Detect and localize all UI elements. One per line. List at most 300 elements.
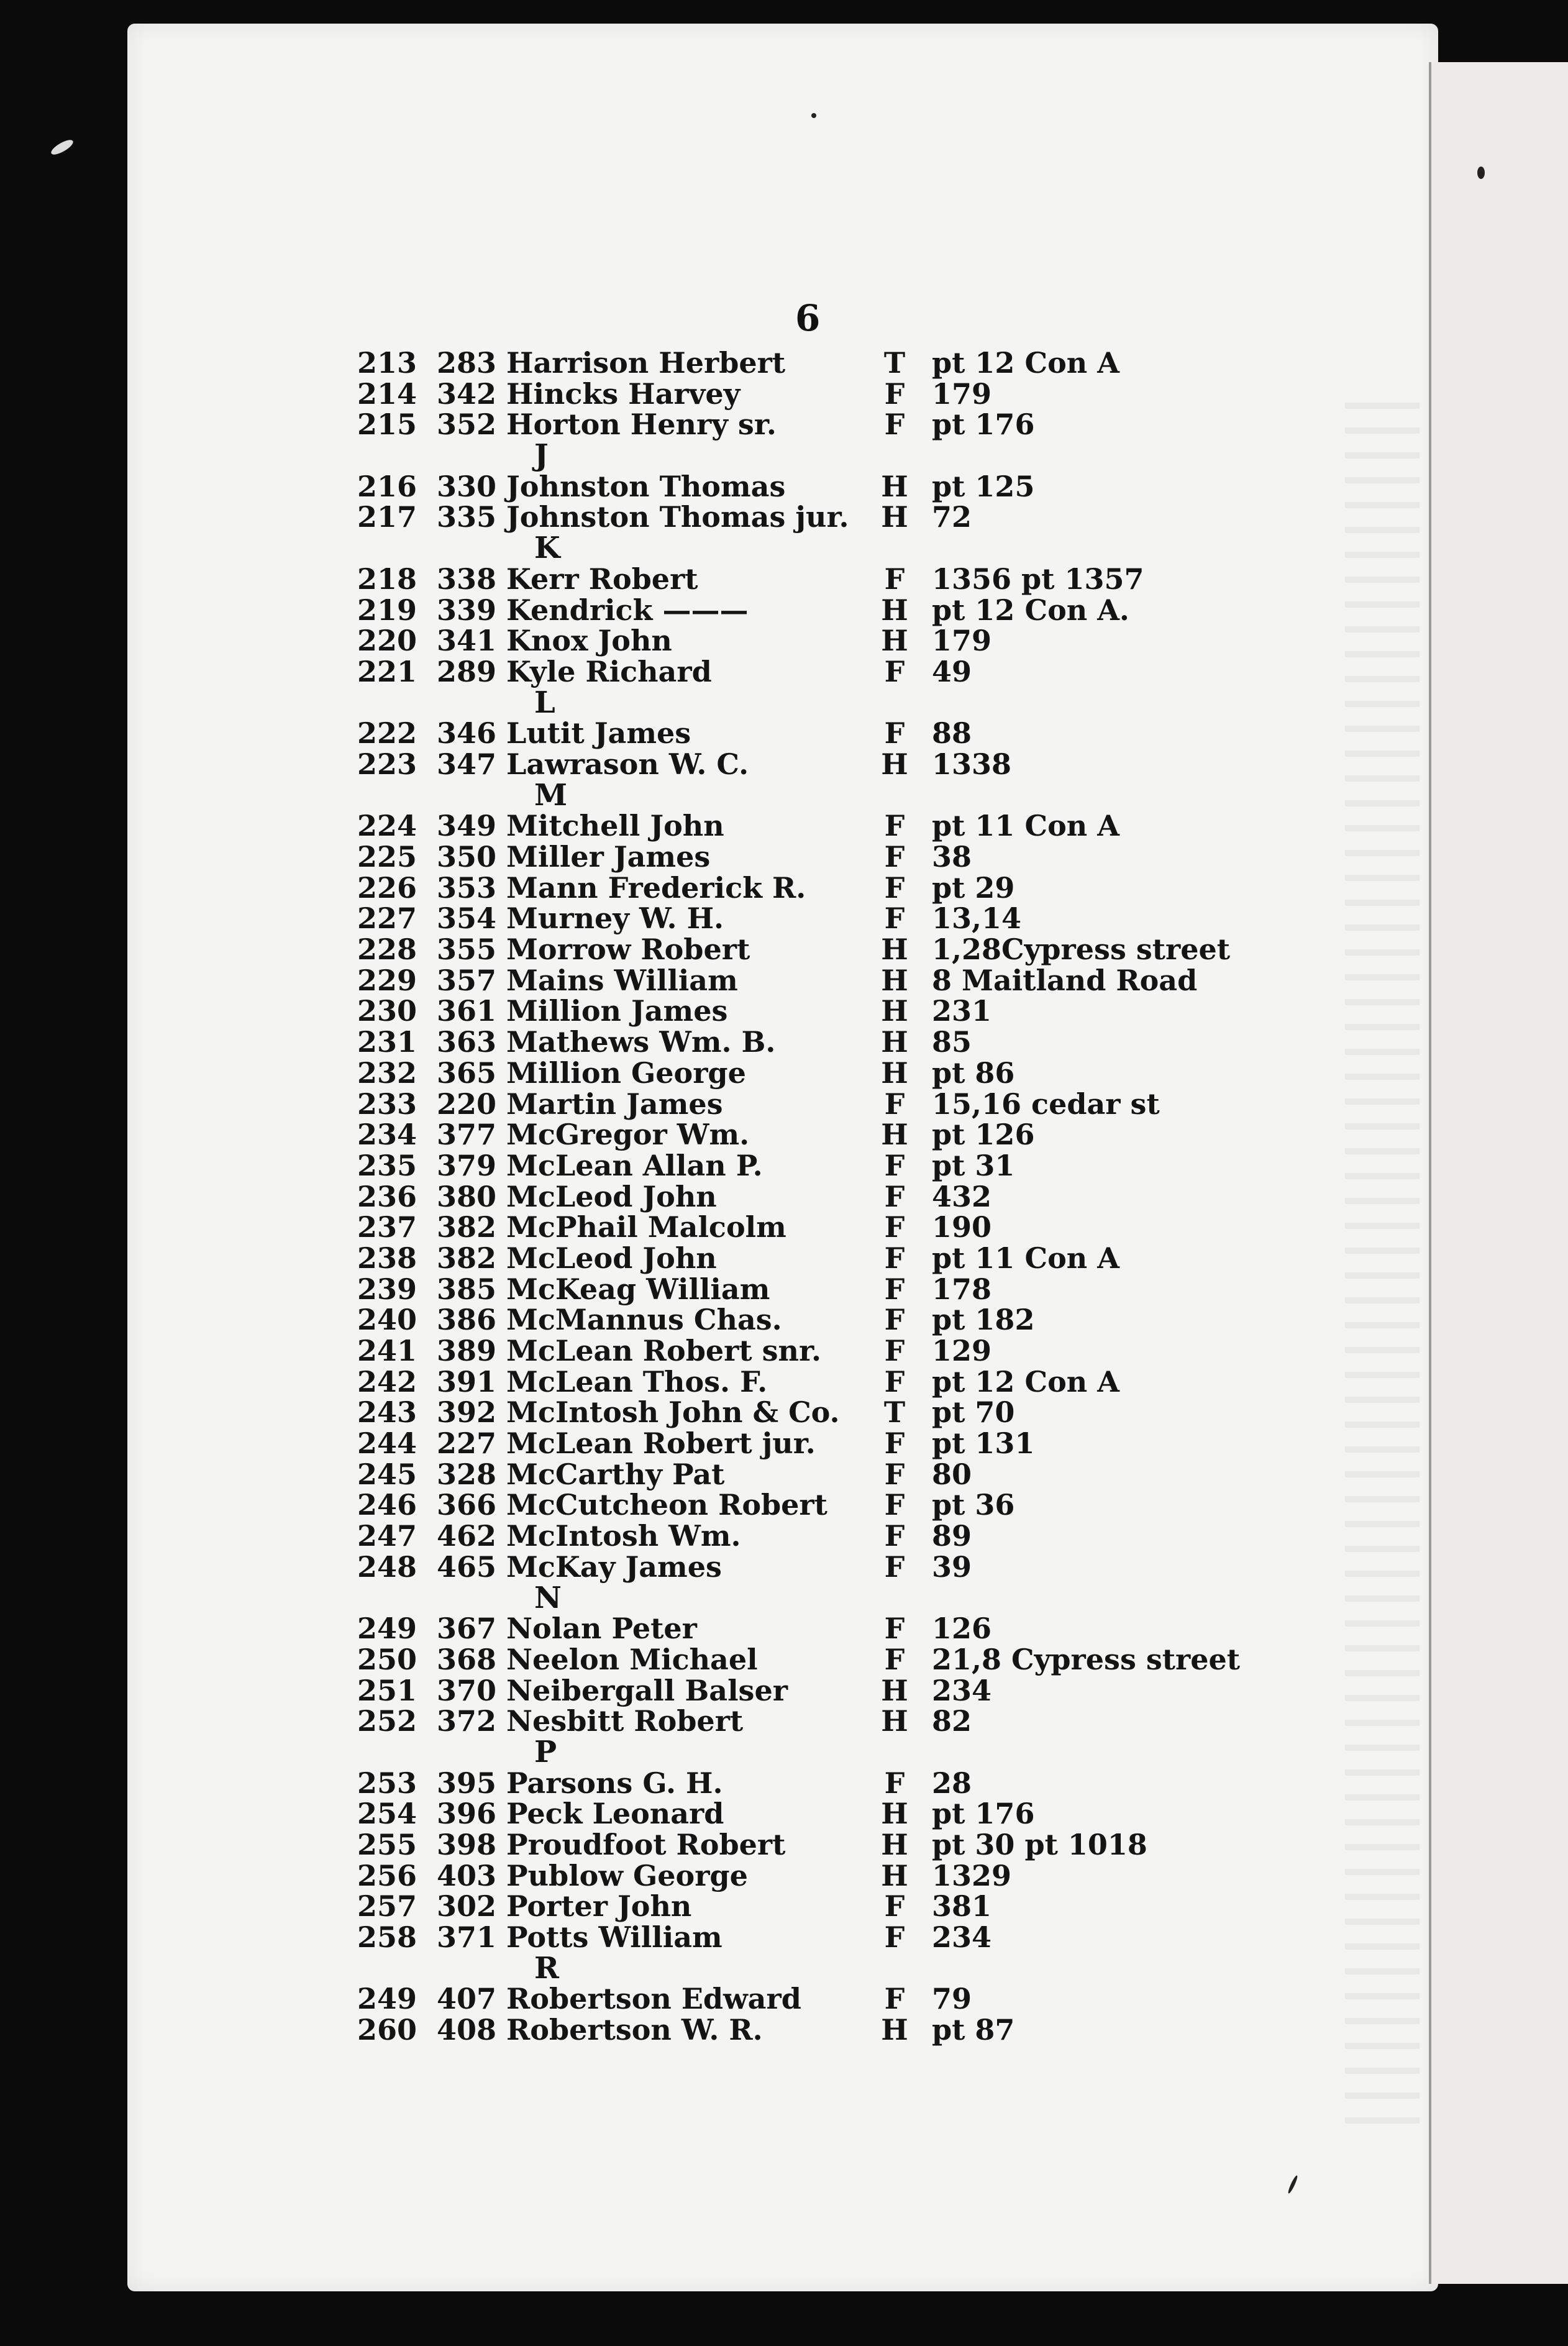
scan-speck [811,113,816,118]
directory-entry [348,1830,1311,1861]
entry-number: 252 [357,1704,417,1738]
entry-name: Neibergall Balser [506,1673,788,1707]
entry-lot: 39 [932,1550,972,1584]
entry-lot: pt 176 [932,408,1035,442]
entry-ref: 352 [437,408,497,442]
entry-type: F [884,716,905,751]
entry-name: Publow George [506,1858,748,1892]
directory-entry [348,409,1311,440]
entry-number: 231 [357,1025,417,1059]
entry-type: F [884,377,905,411]
entry-number: 258 [357,1920,417,1955]
entry-type: H [881,469,908,503]
entry-lot: pt 87 [932,2013,1015,2047]
directory-entry [348,379,1311,410]
entry-lot: 21,8 Cypress street [932,1642,1241,1676]
entry-number: 257 [357,1889,417,1924]
entry-type: H [881,1673,908,1707]
entry-lot: 72 [932,500,972,534]
entry-number: 215 [357,408,417,442]
directory-entry [348,595,1311,626]
section-letter-text: N [534,1580,562,1615]
section-letter-text: J [534,438,549,473]
entry-number: 249 [357,1612,417,1646]
entry-name: Kendrick ——— [506,593,749,627]
entry-lot: pt 12 Con A. [932,593,1129,627]
entry-number: 226 [357,870,417,905]
entry-lot: 1,28Cypress street [932,933,1231,967]
entry-name: McKeag William [506,1272,770,1306]
entry-number: 224 [357,809,417,843]
section-letter [348,1950,1311,1986]
entry-lot: 49 [932,654,972,688]
directory-entry [348,469,1311,503]
entry-number: 230 [357,994,417,1028]
entry-number: 239 [357,1272,417,1306]
directory-entry [348,1490,1311,1521]
entry-name: Potts William [506,1920,722,1955]
entry-type: H [881,1828,908,1861]
directory-entry [348,1613,1311,1645]
entry-number: 256 [357,1858,417,1892]
entry-name: Kerr Robert [506,562,698,596]
directory-entry [348,1364,1311,1399]
scan-speck [49,137,75,157]
entry-type: F [884,840,905,874]
directory-entry [348,1397,1311,1428]
entry-name: McLean Robert snr. [506,1334,822,1367]
entry-number: 253 [357,1766,417,1800]
entry-name: Robertson Edward [506,1982,801,2016]
entry-ref: 465 [437,1550,497,1584]
entry-number: 244 [357,1426,417,1461]
entry-type: F [884,1612,905,1646]
entry-number: 214 [357,377,417,411]
entry-ref: 379 [437,1148,497,1182]
bleed-through-text [1345,384,1420,2136]
entry-lot: 1338 [932,747,1012,781]
entry-lot: pt 182 [932,1303,1035,1337]
entry-lot: 80 [932,1457,972,1491]
entry-name: Kyle Richard [506,654,712,688]
directory-entry [348,1521,1311,1552]
entry-name: Mann Frederick R. [506,870,806,905]
entry-ref: 220 [437,1087,497,1121]
entry-ref: 355 [437,933,497,967]
entry-lot: pt 70 [932,1395,1015,1430]
entry-name: Nolan Peter [506,1612,697,1646]
entry-number: 221 [357,654,417,688]
entry-ref: 382 [437,1241,497,1275]
entry-type: H [881,963,908,997]
entry-type: F [884,1982,905,2016]
entry-ref: 377 [437,1118,497,1152]
directory-entry [348,749,1311,780]
entry-name: McIntosh Wm. [506,1519,741,1553]
entry-ref: 283 [437,346,497,380]
entry-name: Nesbitt Robert [506,1704,744,1738]
entry-lot: 179 [932,624,992,658]
entry-lot: 8 Maitland Road [932,963,1198,997]
entry-name: McPhail Malcolm [506,1210,786,1244]
directory-entry [348,1428,1311,1459]
entry-lot: pt 131 [932,1426,1035,1461]
entry-ref: 350 [437,840,497,874]
section-letter-text: P [534,1734,557,1769]
entry-number: 250 [357,1642,417,1676]
entry-number: 254 [357,1797,417,1831]
entry-name: Murney W. H. [506,901,724,936]
entry-name: McMannus Chas. [506,1303,782,1337]
entry-type: T [883,346,906,380]
entry-ref: 346 [437,716,497,751]
entry-number: 247 [357,1519,417,1553]
entry-number: 222 [357,716,417,751]
section-letter [348,533,1311,564]
entry-number: 234 [357,1118,417,1152]
entry-type: F [884,901,905,936]
entry-name: McLeod John [506,1179,717,1213]
entry-ref: 330 [437,469,497,503]
entry-lot: 234 [932,1920,992,1955]
entry-ref: 335 [437,500,497,534]
entry-lot: 381 [932,1889,992,1924]
entry-name: Neelon Michael [506,1642,758,1676]
entry-ref: 347 [437,747,497,781]
entry-number: 249 [357,1982,417,2016]
entry-ref: 302 [437,1889,497,1924]
entry-ref: 368 [437,1642,497,1676]
entry-type: H [881,1797,908,1831]
directory-entry [348,811,1311,842]
entry-type: F [884,1766,905,1800]
entry-type: F [884,1889,905,1924]
directory-entry [348,564,1311,595]
entry-type: H [881,747,908,781]
entry-type: F [884,1488,905,1522]
entry-type: H [881,624,908,658]
entry-ref: 398 [437,1828,497,1861]
section-letter [348,777,1311,813]
entry-name: Martin James [506,1087,723,1121]
entry-ref: 385 [437,1272,497,1306]
entry-lot: 190 [932,1210,992,1244]
entry-number: 229 [357,963,417,997]
entry-lot: pt 11 Con A [932,809,1119,843]
entry-ref: 408 [437,2013,497,2047]
entry-name: Miller James [506,840,711,874]
entry-ref: 338 [437,562,497,596]
entry-name: McIntosh John & Co. [506,1395,840,1430]
directory-entry [348,1768,1311,1799]
entry-number: 217 [357,500,417,534]
entry-number: 246 [357,1488,417,1522]
entry-type: F [884,1179,905,1213]
entry-number: 248 [357,1550,417,1584]
directory-entry [348,842,1311,873]
entry-name: Johnston Thomas jur. [506,500,849,534]
entry-lot: pt 30 pt 1018 [932,1828,1147,1861]
entry-name: Mains William [506,963,738,997]
entry-type: F [884,1148,905,1182]
entry-ref: 391 [437,1364,497,1399]
entry-ref: 357 [437,963,497,997]
entry-number: 238 [357,1241,417,1275]
directory-entry [348,1706,1311,1737]
entry-number: 233 [357,1087,417,1121]
entry-ref: 341 [437,624,497,658]
entry-name: McKay James [506,1550,722,1584]
entry-name: Million George [506,1056,746,1090]
entry-name: Mitchell John [506,809,724,843]
entry-name: McLean Robert jur. [506,1426,816,1461]
entry-type: H [881,593,908,627]
entry-type: H [881,1704,908,1738]
entry-lot: pt 36 [932,1488,1015,1522]
entry-lot: 129 [932,1334,992,1367]
entry-ref: 363 [437,1025,497,1059]
scan-speck [1477,167,1485,179]
entry-name: Mathews Wm. B. [506,1025,776,1059]
entry-type: F [884,1334,905,1367]
entry-type: T [883,1395,906,1430]
entry-lot: pt 31 [932,1148,1015,1182]
entry-type: H [881,1118,908,1152]
directory-entry [348,1459,1311,1490]
entry-name: McLean Thos. F. [506,1364,768,1399]
entry-number: 242 [357,1364,417,1399]
entry-name: Parsons G. H. [506,1766,723,1800]
section-letter [348,440,1311,472]
entry-lot: 231 [932,994,992,1028]
entry-ref: 403 [437,1858,497,1892]
entry-ref: 370 [437,1673,497,1707]
entry-type: F [884,1920,905,1955]
directory-entry [348,870,1311,905]
directory-entry [348,654,1311,688]
entry-name: Million James [506,994,728,1028]
entry-name: Horton Henry sr. [506,408,777,442]
directory-entry [348,626,1311,657]
entry-lot: 1356 pt 1357 [932,562,1144,596]
entry-number: 220 [357,624,417,658]
entry-name: Morrow Robert [506,933,750,967]
entry-number: 251 [357,1673,417,1707]
entry-number: 245 [357,1457,417,1491]
entry-ref: 366 [437,1488,497,1522]
directory-entry [348,1858,1311,1892]
directory-entry [348,934,1311,965]
entry-type: F [884,1642,905,1676]
entry-type: H [881,2013,908,2047]
entry-lot: 15,16 cedar st [932,1087,1160,1121]
entry-number: 227 [357,901,417,936]
entry-name: Harrison Herbert [506,346,786,380]
entry-lot: pt 12 Con A [932,346,1119,380]
entry-ref: 227 [437,1426,497,1461]
entry-ref: 361 [437,994,497,1028]
entry-number: 223 [357,747,417,781]
entry-number: 236 [357,1179,417,1213]
entry-name: Peck Leonard [506,1797,724,1831]
entry-ref: 389 [437,1334,497,1367]
entry-ref: 372 [437,1704,497,1738]
entry-type: H [881,1858,908,1892]
entry-ref: 354 [437,901,497,936]
directory-entry [348,1058,1311,1089]
entry-lot: 88 [932,716,972,751]
directory-entry [348,1336,1311,1367]
section-letter [348,685,1311,720]
entry-lot: pt 125 [932,469,1035,503]
entry-lot: 85 [932,1025,972,1059]
directory-entry [348,1212,1311,1243]
entry-type: H [881,933,908,967]
section-letter-text: M [534,777,568,813]
directory-entry [348,348,1311,379]
entry-ref: 339 [437,593,497,627]
entry-type: F [884,1272,905,1306]
entry-number: 235 [357,1148,417,1182]
entry-ref: 367 [437,1612,497,1646]
entry-ref: 349 [437,809,497,843]
entry-lot: pt 29 [932,870,1015,905]
entry-ref: 395 [437,1766,497,1800]
entry-lot: 179 [932,377,992,411]
entry-type: F [884,1519,905,1553]
directory-entry [348,502,1311,533]
entry-lot: 178 [932,1272,992,1306]
entry-type: F [884,562,905,596]
entry-ref: 342 [437,377,497,411]
entry-name: Knox John [506,624,672,658]
entry-type: F [884,654,905,688]
directory-entry [348,1274,1311,1305]
directory-entry [348,1148,1311,1182]
entry-type: F [884,1303,905,1337]
entry-ref: 396 [437,1797,497,1831]
entry-ref: 365 [437,1056,497,1090]
entry-number: 218 [357,562,417,596]
entry-type: F [884,1241,905,1275]
directory-entry [348,1673,1311,1707]
directory-entry [348,1799,1311,1830]
directory-entry [348,1552,1311,1583]
entry-number: 237 [357,1210,417,1244]
entry-type: F [884,1210,905,1244]
directory-listing [348,348,1311,2046]
entry-lot: 38 [932,840,972,874]
directory-entry [348,965,1311,997]
entry-type: H [881,1025,908,1059]
directory-entry [348,1179,1311,1213]
entry-lot: 432 [932,1179,992,1213]
entry-lot: pt 86 [932,1056,1015,1090]
directory-entry [348,1120,1311,1151]
entry-number: 255 [357,1828,417,1861]
entry-lot: 1329 [932,1858,1012,1892]
directory-entry [348,1642,1311,1676]
entry-number: 243 [357,1395,417,1430]
entry-name: Lutit James [506,716,691,751]
entry-number: 225 [357,840,417,874]
entry-lot: pt 12 Con A [932,1364,1119,1399]
entry-ref: 382 [437,1210,497,1244]
entry-ref: 328 [437,1457,497,1491]
entry-name: Johnston Thomas [506,469,786,503]
entry-ref: 353 [437,870,497,905]
entry-lot: pt 11 Con A [932,1241,1119,1275]
entry-name: McCutcheon Robert [506,1488,827,1522]
directory-entry [348,1891,1311,1922]
entry-ref: 386 [437,1303,497,1337]
entry-lot: 234 [932,1673,992,1707]
entry-name: McGregor Wm. [506,1118,750,1152]
directory-entry [348,1027,1311,1058]
entry-type: F [884,408,905,442]
entry-type: H [881,1056,908,1090]
section-letter-text: R [534,1950,559,1986]
entry-ref: 407 [437,1982,497,2016]
entry-number: 228 [357,933,417,967]
entry-ref: 392 [437,1395,497,1430]
section-letter [348,1580,1311,1615]
entry-type: F [884,1550,905,1584]
entry-ref: 380 [437,1179,497,1213]
entry-lot: pt 176 [932,1797,1035,1831]
entry-type: F [884,1087,905,1121]
entry-number: 232 [357,1056,417,1090]
entry-type: H [881,994,908,1028]
entry-name: McLean Allan P. [506,1148,763,1182]
entry-number: 240 [357,1303,417,1337]
directory-entry [348,1922,1311,1953]
entry-lot: 82 [932,1704,972,1738]
facing-page-edge [1429,62,1568,2284]
directory-entry [348,1305,1311,1336]
entry-lot: 79 [932,1982,972,2016]
entry-number: 216 [357,469,417,503]
entry-name: McLeod John [506,1241,717,1275]
directory-entry [348,718,1311,749]
entry-number: 241 [357,1334,417,1367]
directory-entry [348,903,1311,934]
directory-entry [348,2015,1311,2046]
section-letter [348,1734,1311,1769]
directory-entry [348,1243,1311,1274]
entry-type: H [881,500,908,534]
entry-name: McCarthy Pat [506,1457,725,1491]
entry-ref: 289 [437,654,497,688]
section-letter-text: K [534,531,560,566]
section-letter-text: L [534,685,555,720]
entry-type: F [884,1457,905,1491]
entry-type: F [884,870,905,905]
entry-ref: 371 [437,1920,497,1955]
entry-type: F [884,1426,905,1461]
entry-lot: 89 [932,1519,972,1553]
entry-name: Hincks Harvey [506,377,741,411]
entry-ref: 462 [437,1519,497,1553]
directory-entry [348,996,1311,1027]
directory-entry [348,1984,1311,2015]
entry-lot: 28 [932,1766,972,1800]
entry-number: 260 [357,2013,417,2047]
entry-name: Proudfoot Robert [506,1828,786,1861]
entry-lot: 13,14 [932,901,1022,936]
entry-name: Robertson W. R. [506,2013,763,2047]
entry-name: Porter John [506,1889,692,1924]
